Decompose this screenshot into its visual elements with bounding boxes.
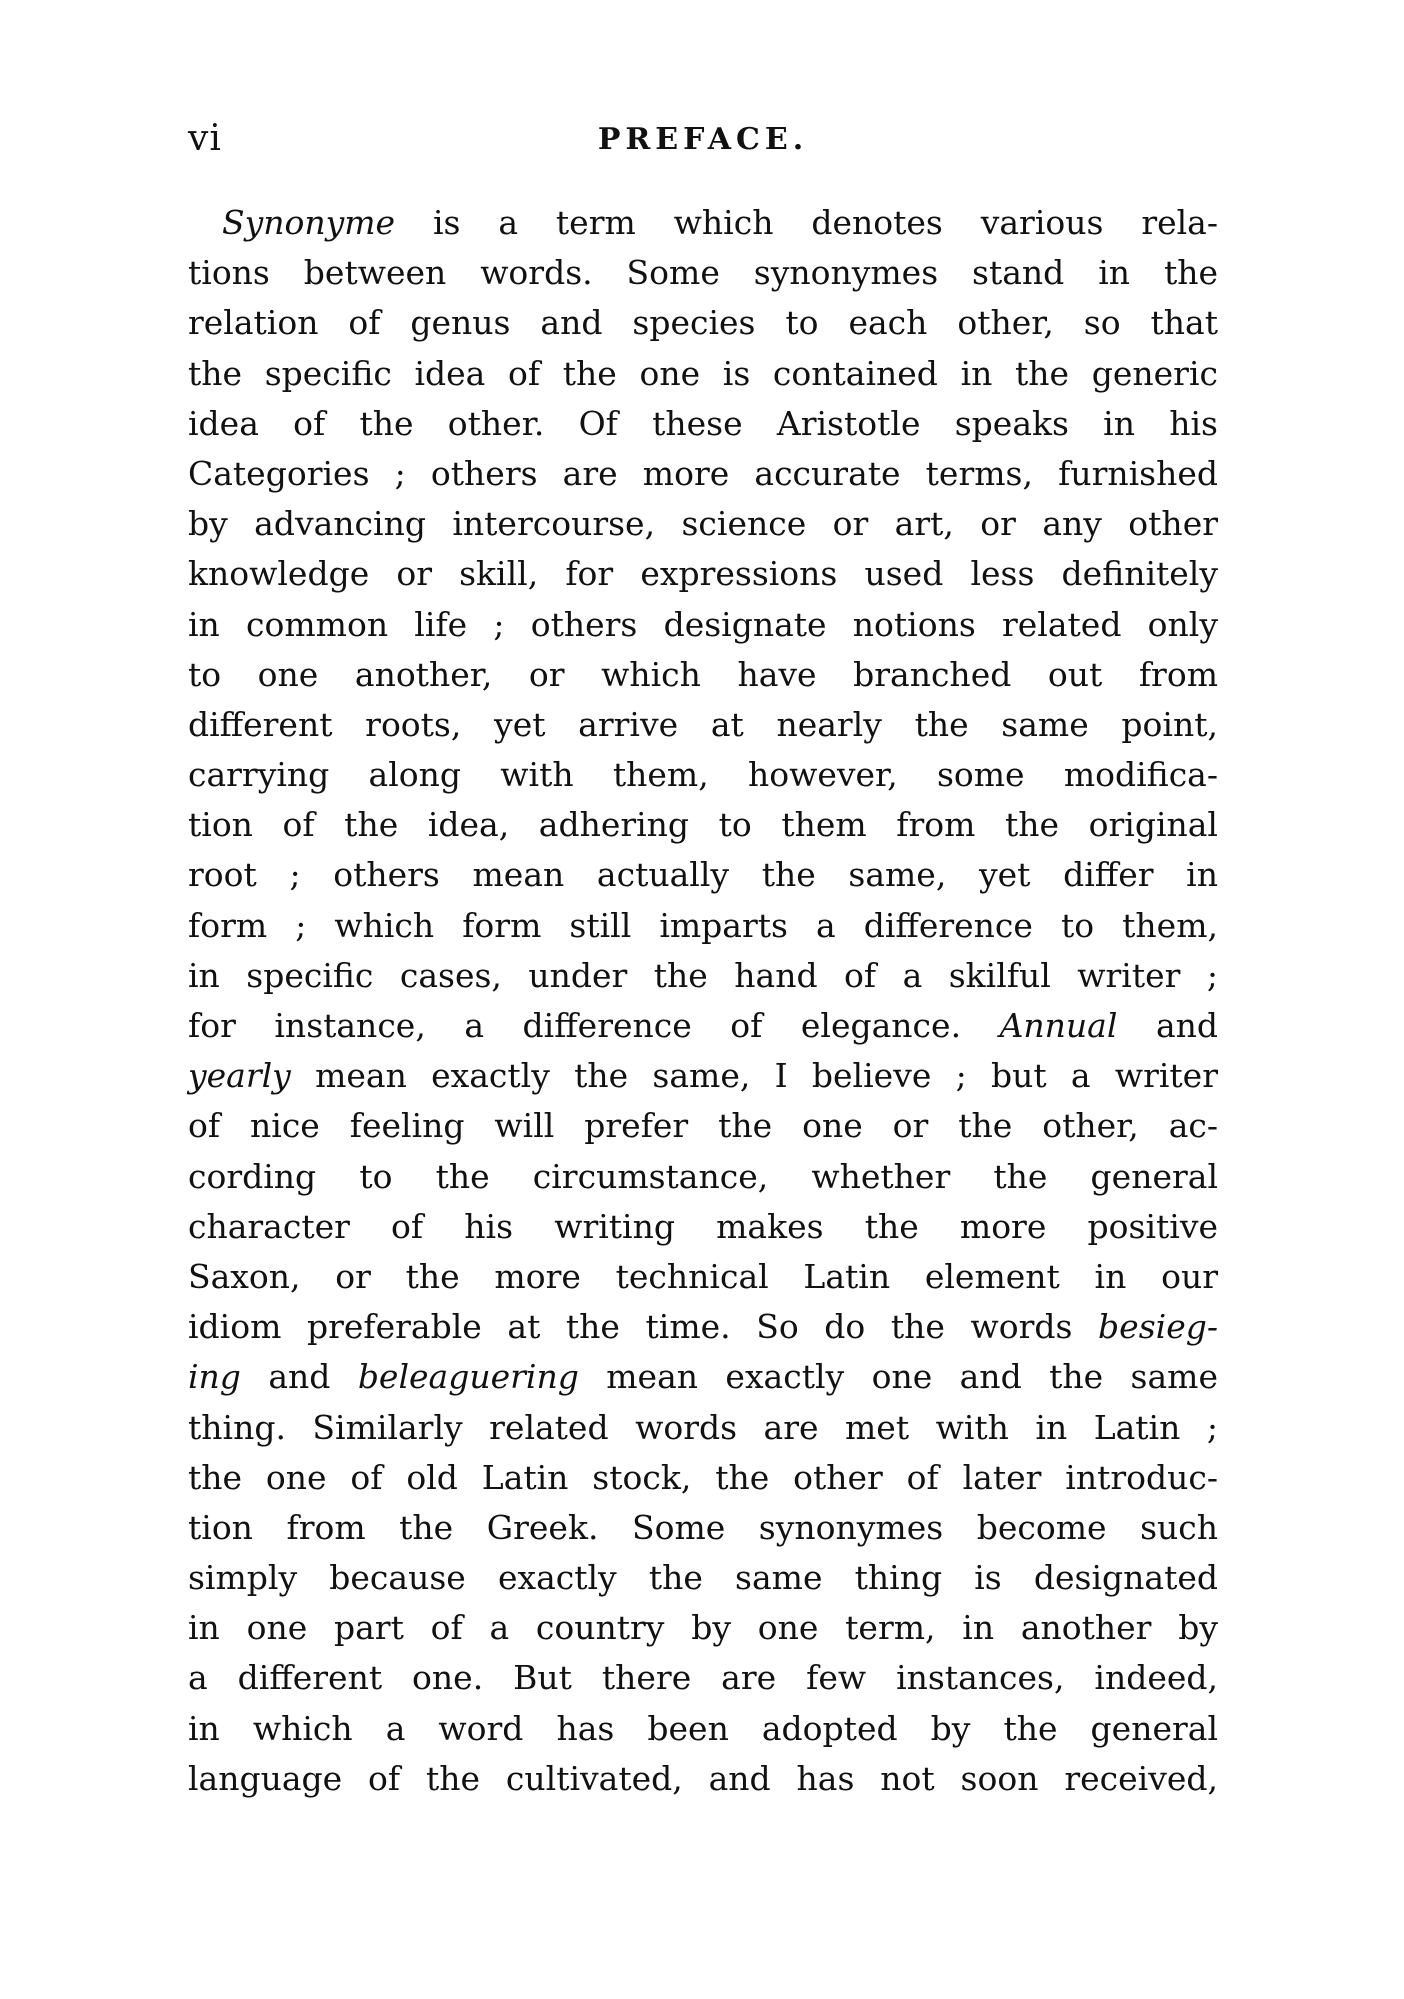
text-line: [188, 1603, 1218, 1653]
text-segment: the specific idea of the one is contained in the generic: [188, 353, 1218, 393]
text-line: [188, 1302, 1218, 1352]
page-number: vi: [188, 118, 222, 159]
text-segment: is a term which denotes various rela-: [395, 203, 1218, 242]
text-line: [188, 1403, 1218, 1453]
text-segment: Saxon, or the more technical Latin element in our: [188, 1256, 1218, 1296]
text-segment: the one of old Latin stock, the other of later introduc-: [188, 1457, 1218, 1497]
text-line: [188, 1252, 1218, 1302]
text-segment: of nice feeling will prefer the one or the other, ac-: [188, 1106, 1218, 1146]
text-line: [188, 1553, 1218, 1603]
text-segment: thing. Similarly related words are met with in Latin ;: [188, 1407, 1218, 1447]
text-line: [188, 248, 1218, 298]
italic-term: ing: [188, 1357, 241, 1397]
text-segment: in one part of a country by one term, in another by: [188, 1608, 1218, 1648]
text-segment: Categories ; others are more accurate terms, furnished: [188, 453, 1218, 493]
body-paragraph: [188, 198, 1218, 1804]
text-line: [188, 650, 1218, 700]
text-segment: tion of the idea, adhering to them from the original: [188, 805, 1218, 845]
italic-term: yearly: [188, 1056, 291, 1096]
text-line: [188, 600, 1218, 650]
text-line: [188, 1001, 1218, 1051]
text-segment: simply because exactly the same thing is designated: [188, 1558, 1218, 1598]
text-line: [188, 1352, 1218, 1402]
text-segment: language of the cultivated, and has not soon received,: [188, 1758, 1218, 1798]
text-segment: tion from the Greek. Some synonymes become such: [188, 1507, 1218, 1547]
text-line: [188, 750, 1218, 800]
text-segment: idiom preferable at the time. So do the words: [188, 1307, 1099, 1347]
text-line: [188, 1202, 1218, 1252]
text-segment: cording to the circumstance, whether the general: [188, 1156, 1218, 1196]
text-line: [188, 1704, 1218, 1754]
text-segment: in which a word has been adopted by the general: [188, 1708, 1218, 1748]
text-line: [188, 1101, 1218, 1151]
text-segment: by advancing intercourse, science or art, or any other: [188, 504, 1218, 544]
italic-term: beleaguering: [357, 1357, 579, 1397]
text-line: [188, 1653, 1218, 1703]
text-line: [188, 1453, 1218, 1503]
text-line: [188, 349, 1218, 399]
text-line: [188, 1754, 1218, 1804]
text-line: [188, 800, 1218, 850]
italic-term: besieg-: [1098, 1307, 1218, 1347]
text-line: [188, 399, 1218, 449]
italic-term: Annual: [999, 1006, 1118, 1045]
text-segment: idea of the other. Of these Aristotle speaks in his: [188, 403, 1218, 443]
text-segment: mean exactly the same, I believe ; but a writer: [290, 1056, 1218, 1096]
text-line: [188, 1051, 1218, 1101]
text-segment: relation of genus and species to each other, so that: [188, 303, 1218, 343]
text-line: [188, 449, 1218, 499]
text-line: [188, 901, 1218, 951]
text-segment: in common life ; others designate notions related only: [188, 604, 1218, 644]
page-header: [188, 118, 1218, 168]
text-line: [188, 1152, 1218, 1202]
italic-term: Synonyme: [222, 203, 396, 242]
text-line: [188, 499, 1218, 549]
text-line: [188, 951, 1218, 1001]
text-segment: in specific cases, under the hand of a skilful writer ;: [188, 955, 1218, 995]
text-line: [188, 549, 1218, 599]
text-segment: to one another, or which have branched out from: [188, 654, 1218, 694]
running-head: PREFACE.: [597, 122, 809, 157]
text-segment: different roots, yet arrive at nearly the same point,: [188, 704, 1218, 744]
text-segment: and: [1117, 1006, 1218, 1045]
text-segment: for instance, a difference of elegance.: [188, 1006, 1000, 1045]
text-line: [188, 700, 1218, 750]
text-segment: mean exactly one and the same: [578, 1357, 1218, 1397]
text-segment: form ; which form still imparts a difference to them,: [188, 905, 1218, 945]
text-segment: tions between words. Some synonymes stand in the: [188, 253, 1218, 293]
text-segment: carrying along with them, however, some modifica-: [188, 755, 1218, 795]
text-segment: knowledge or skill, for expressions used less definitely: [188, 554, 1218, 594]
text-line: [188, 298, 1218, 348]
text-line: [188, 850, 1218, 900]
text-segment: character of his writing makes the more positive: [188, 1206, 1218, 1246]
text-line: [188, 1503, 1218, 1553]
text-segment: a different one. But there are few instances, indeed,: [188, 1658, 1218, 1698]
text-segment: root ; others mean actually the same, yet differ in: [188, 855, 1218, 895]
text-segment: and: [240, 1357, 358, 1397]
text-line: [188, 198, 1218, 248]
